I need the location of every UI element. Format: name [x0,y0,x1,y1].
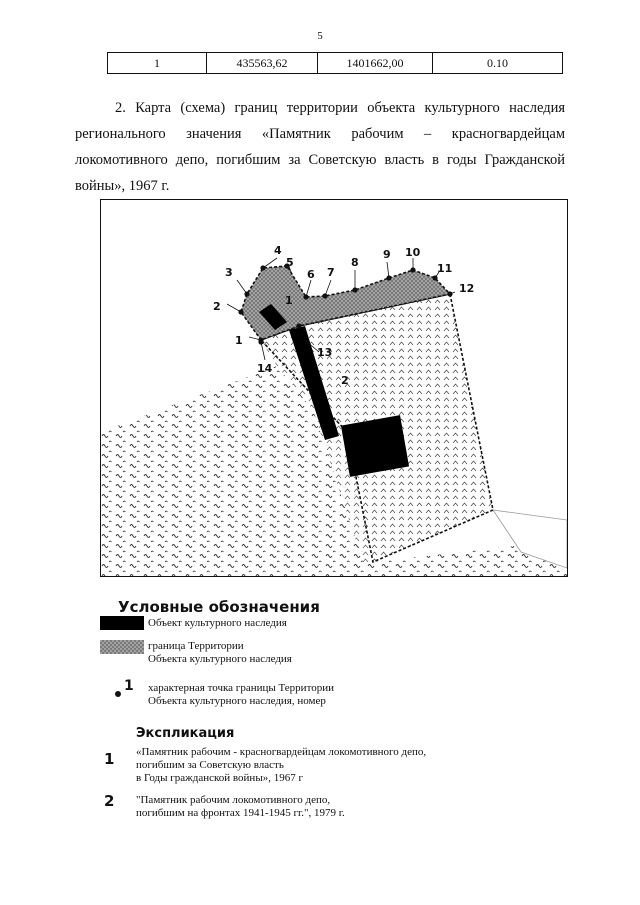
legend-line: Объекта культурного наследия, номер [148,695,326,707]
map-caption-text: 2. Карта (схема) границ территории объекта культурного наследия регионального значения «Памятник рабочим – красногвардейцам локомотивного депо, погибшим за Советскую власть в годы Гражданской войны», 1967 г. [75,100,565,194]
legend-line: характерная точка границы Территории [148,682,335,694]
legend-line: граница Территории [148,640,244,652]
explication-line: в Годы гражданской войны», 1967 г [136,772,303,784]
legend-point-number: 1 [124,678,134,694]
explication-title: Экспликация [136,726,235,741]
point-label: 9 [383,248,391,261]
map-caption-paragraph [75,95,565,199]
point-label: 10 [405,246,421,259]
explication-number: 1 [104,750,115,768]
legend-swatch-territory [100,640,144,654]
legend-swatch-object [100,616,144,630]
explication-line: погибшим на фронтах 1941-1945 гг.", 1979 г. [136,807,345,819]
point-label: 4 [274,244,282,257]
table-cell: 0.10 [433,53,563,74]
legend-line: Объекта культурного наследия [148,653,292,665]
explication-item-1 [136,746,476,785]
point-label: 14 [257,362,273,375]
explication-item-2 [136,794,476,820]
point-label: 1 [235,334,243,347]
explication-line: "Памятник рабочим локомотивного депо, [136,794,331,806]
point-label: 13 [317,346,333,359]
point-label: 6 [307,268,315,281]
legend-line: Объект культурного наследия [148,617,287,629]
legend-label-point [148,682,334,708]
point-label: 7 [327,266,335,279]
point-label: 11 [437,262,453,275]
object-label: 2 [341,374,349,387]
point-label: 3 [225,266,233,279]
table-cell: 1401662,00 [318,53,433,74]
legend-label-territory [148,640,292,666]
point-label: 5 [286,256,294,269]
table-row [108,53,563,74]
table-cell: 435563,62 [207,53,318,74]
heritage-object-monument-2 [341,415,409,477]
point-label: 8 [351,256,359,269]
point-label: 2 [213,300,221,313]
object-label: 1 [285,294,293,307]
coordinates-table [107,52,563,74]
table-cell: 1 [108,53,207,74]
explication-line: «Памятник рабочим - красногвардейцам локомотивного депо, [136,746,427,758]
legend-label-object [148,617,287,630]
point-label: 12 [459,282,475,295]
territory-map [100,199,568,577]
legend-title: Условные обозначения [118,598,320,616]
explication-number: 2 [104,792,115,810]
legend-point-symbol [113,676,143,702]
explication-line: погибшим за Советскую власть [136,759,284,771]
page-number: 5 [317,30,323,42]
